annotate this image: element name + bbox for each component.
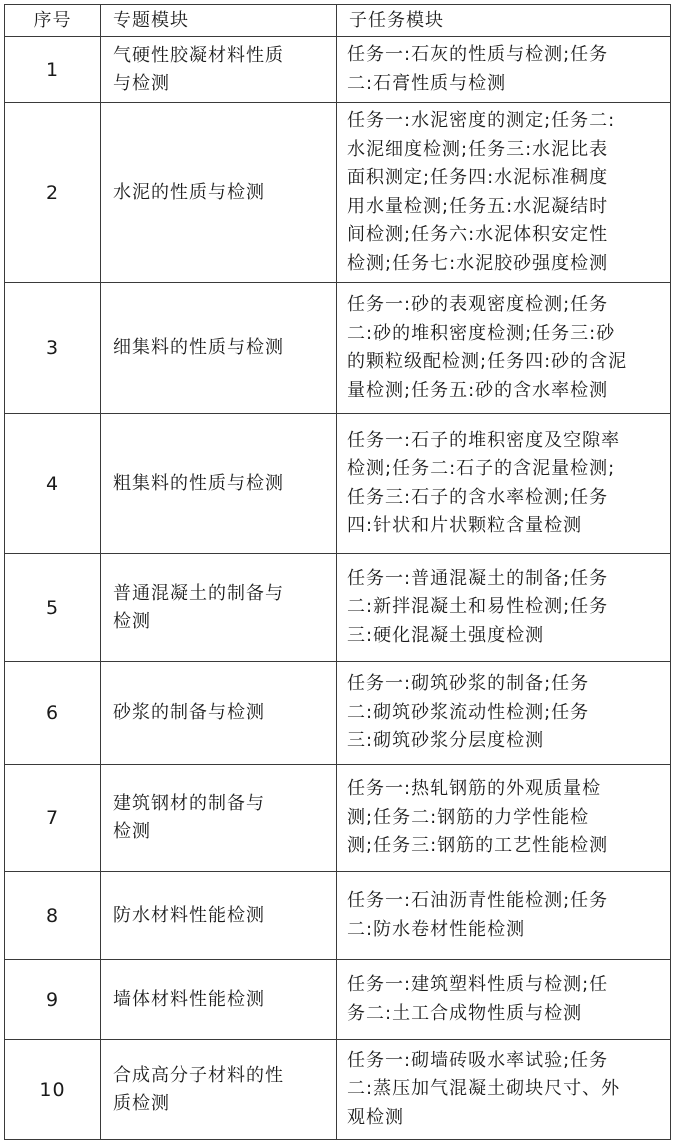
topic-module-line: 普通混凝土的制备与 xyxy=(113,582,284,604)
table-row xyxy=(5,414,671,554)
table-row xyxy=(5,554,671,662)
topic-module-line: 防水材料性能检测 xyxy=(113,904,265,926)
subtask-line: 二:蒸压加气混凝土砌块尺寸、外 xyxy=(347,1078,621,1100)
topic-module-cell xyxy=(101,765,337,872)
subtask-line: 任务一:砌墙砖吸水率试验;任务 xyxy=(347,1049,609,1071)
header-number: 序号 xyxy=(5,5,101,37)
subtask-line: 三:砌筑砂浆分层度检测 xyxy=(347,730,545,752)
row-number: 9 xyxy=(5,960,101,1040)
topic-module-line: 检测 xyxy=(113,821,151,842)
subtask-line: 间检测;任务六:水泥体积安定性 xyxy=(347,224,609,245)
subtask-line: 用水量检测;任务五:水泥凝结时 xyxy=(347,195,609,217)
subtask-line: 二:石膏性质与检测 xyxy=(347,72,507,94)
subtask-line: 二:砂的堆积密度检测;任务三:砂 xyxy=(347,322,616,344)
subtask-line: 水泥细度检测;任务三:水泥比表 xyxy=(347,138,609,160)
subtask-cell xyxy=(337,103,671,283)
header-subtask-module: 子任务模块 xyxy=(337,5,671,37)
subtask-cell xyxy=(337,1040,671,1140)
table-row xyxy=(5,37,671,103)
subtask-line: 检测;任务二:石子的含泥量检测; xyxy=(347,458,616,479)
topic-module-line: 质检测 xyxy=(113,1092,170,1114)
header-topic-module: 专题模块 xyxy=(101,5,337,37)
subtask-line: 二:防水卷材性能检测 xyxy=(347,918,526,940)
row-number: 7 xyxy=(5,765,101,872)
subtask-line: 检测;任务七:水泥胶砂强度检测 xyxy=(347,252,609,274)
subtask-line: 任务一:水泥密度的测定;任务二: xyxy=(347,110,616,131)
topic-module-line: 与检测 xyxy=(113,72,170,94)
subtask-line: 观检测 xyxy=(347,1106,404,1128)
topic-module-line: 粗集料的性质与检测 xyxy=(113,472,284,494)
subtask-line: 任务一:砌筑砂浆的制备;任务 xyxy=(347,673,590,695)
subtask-line: 务二:土工合成物性质与检测 xyxy=(347,1002,583,1024)
topic-module-line: 细集料的性质与检测 xyxy=(113,337,284,358)
topic-module-line: 气硬性胶凝材料性质 xyxy=(113,44,284,66)
topic-module-line: 墙体材料性能检测 xyxy=(113,988,265,1010)
subtask-line: 二:新拌混凝土和易性检测;任务 xyxy=(347,596,609,618)
subtask-line: 二:砌筑砂浆流动性检测;任务 xyxy=(347,701,590,723)
row-number: 6 xyxy=(5,662,101,765)
subtask-line: 三:硬化混凝土强度检测 xyxy=(347,624,545,646)
course-module-table xyxy=(4,4,671,1140)
topic-module-line: 水泥的性质与检测 xyxy=(113,181,265,203)
subtask-line: 任务三:石子的含水率检测;任务 xyxy=(347,486,609,508)
subtask-cell xyxy=(337,960,671,1040)
subtask-line: 测;任务三:钢筋的工艺性能检测 xyxy=(347,835,609,857)
row-number: 8 xyxy=(5,872,101,960)
topic-module-cell xyxy=(101,872,337,960)
subtask-line: 任务一:砂的表观密度检测;任务 xyxy=(347,294,609,315)
row-number: 10 xyxy=(5,1040,101,1140)
row-number: 3 xyxy=(5,283,101,414)
subtask-line: 任务一:热轧钢筋的外观质量检 xyxy=(347,778,602,800)
table-row xyxy=(5,872,671,960)
subtask-line: 量检测;任务五:砂的含水率检测 xyxy=(347,379,609,401)
subtask-line: 任务一:建筑塑料性质与检测;任 xyxy=(347,974,609,995)
topic-module-line: 建筑钢材的制备与 xyxy=(113,793,265,814)
table-header-row xyxy=(5,5,671,37)
table-row xyxy=(5,960,671,1040)
table-row xyxy=(5,1040,671,1140)
topic-module-line: 合成高分子材料的性 xyxy=(113,1064,284,1086)
topic-module-line: 砂浆的制备与检测 xyxy=(113,702,265,723)
subtask-line: 面积测定;任务四:水泥标准稠度 xyxy=(347,167,609,188)
subtask-cell xyxy=(337,414,671,554)
subtask-line: 的颗粒级配检测;任务四:砂的含泥 xyxy=(347,351,628,372)
subtask-cell xyxy=(337,662,671,765)
topic-module-cell xyxy=(101,960,337,1040)
subtask-line: 任务一:石子的堆积密度及空隙率 xyxy=(347,429,621,451)
table-row xyxy=(5,662,671,765)
row-number: 4 xyxy=(5,414,101,554)
row-number: 2 xyxy=(5,103,101,283)
subtask-line: 任务一:石灰的性质与检测;任务 xyxy=(347,44,609,65)
topic-module-cell xyxy=(101,662,337,765)
subtask-line: 任务一:普通混凝土的制备;任务 xyxy=(347,567,609,589)
subtask-cell xyxy=(337,765,671,872)
table-row xyxy=(5,283,671,414)
topic-module-cell xyxy=(101,1040,337,1140)
subtask-line: 测;任务二:钢筋的力学性能检 xyxy=(347,806,590,828)
table-row xyxy=(5,103,671,283)
row-number: 1 xyxy=(5,37,101,103)
topic-module-cell xyxy=(101,37,337,103)
subtask-line: 任务一:石油沥青性能检测;任务 xyxy=(347,890,609,911)
topic-module-cell xyxy=(101,414,337,554)
topic-module-cell xyxy=(101,103,337,283)
row-number: 5 xyxy=(5,554,101,662)
subtask-line: 四:针状和片状颗粒含量检测 xyxy=(347,515,583,536)
subtask-cell xyxy=(337,554,671,662)
topic-module-line: 检测 xyxy=(113,610,151,632)
topic-module-cell xyxy=(101,283,337,414)
subtask-cell xyxy=(337,283,671,414)
subtask-cell xyxy=(337,872,671,960)
topic-module-cell xyxy=(101,554,337,662)
table-row xyxy=(5,765,671,872)
subtask-cell xyxy=(337,37,671,103)
